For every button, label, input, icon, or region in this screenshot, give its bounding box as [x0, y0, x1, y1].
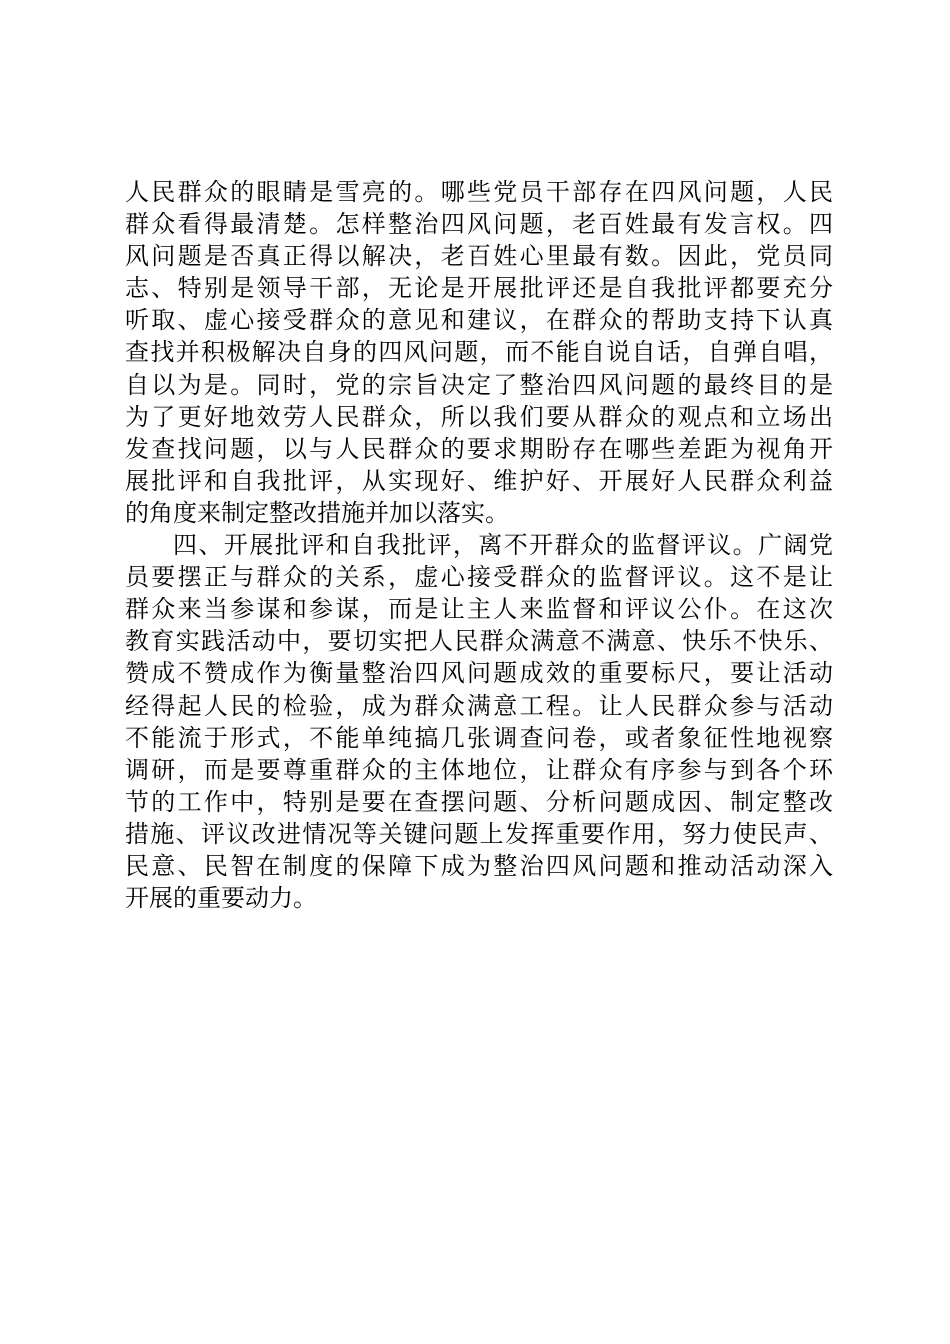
text-line: 员要摆正与群众的关系，虚心接受群众的监督评议。这不是让 [125, 563, 833, 592]
text-line: 不能流于形式，不能单纯搞几张调查问卷，或者象征性地视察 [125, 723, 833, 752]
text-line: 节的工作中，特别是要在查摆问题、分析问题成因、制定整改 [125, 787, 833, 816]
text-line: 听取、虚心接受群众的意见和建议，在群众的帮助支持下认真 [125, 306, 833, 335]
text-line: 措施、评议改进情况等关键问题上发挥重要作用，努力使民声、 [125, 819, 833, 848]
text-line: 群众来当参谋和参谋，而是让主人来监督和评议公仆。在这次 [125, 595, 833, 624]
text-line: 四、开展批评和自我批评，离不开群众的监督评议。广阔党 [173, 531, 833, 560]
text-line: 民意、民智在制度的保障下成为整治四风问题和推动活动深入 [125, 851, 833, 880]
text-line: 为了更好地效劳人民群众，所以我们要从群众的观点和立场出 [125, 402, 833, 431]
text-line: 群众看得最清楚。怎样整治四风问题，老百姓最有发言权。四 [125, 210, 833, 239]
text-line: 的角度来制定整改措施并加以落实。 [125, 498, 509, 527]
text-line: 人民群众的眼睛是雪亮的。哪些党员干部存在四风问题，人民 [125, 178, 833, 206]
text-line: 调研，而是要尊重群众的主体地位，让群众有序参与到各个环 [125, 755, 833, 784]
text-line: 发查找问题，以与人民群众的要求期盼存在哪些差距为视角开 [125, 434, 833, 463]
text-line: 查找并积极解决自身的四风问题，而不能自说自话，自弹自唱， [125, 338, 833, 367]
text-line: 教育实践活动中，要切实把人民群众满意不满意、快乐不快乐、 [125, 627, 833, 656]
text-line: 志、特别是领导干部，无论是开展批评还是自我批评都要充分 [125, 274, 833, 303]
text-line: 经得起人民的检验，成为群众满意工程。让人民群众参与活动 [125, 691, 833, 720]
text-line: 自以为是。同时，党的宗旨决定了整治四风问题的最终目的是 [125, 370, 833, 399]
text-line: 风问题是否真正得以解决，老百姓心里最有数。因此，党员同 [125, 242, 833, 271]
document-body [125, 176, 833, 914]
text-line: 赞成不赞成作为衡量整治四风问题成效的重要标尺，要让活动 [125, 659, 833, 688]
text-line: 开展的重要动力。 [125, 884, 317, 913]
paragraph-1 [125, 176, 833, 529]
text-line: 展批评和自我批评，从实现好、维护好、开展好人民群众利益 [125, 466, 833, 495]
paragraph-2 [125, 529, 833, 914]
